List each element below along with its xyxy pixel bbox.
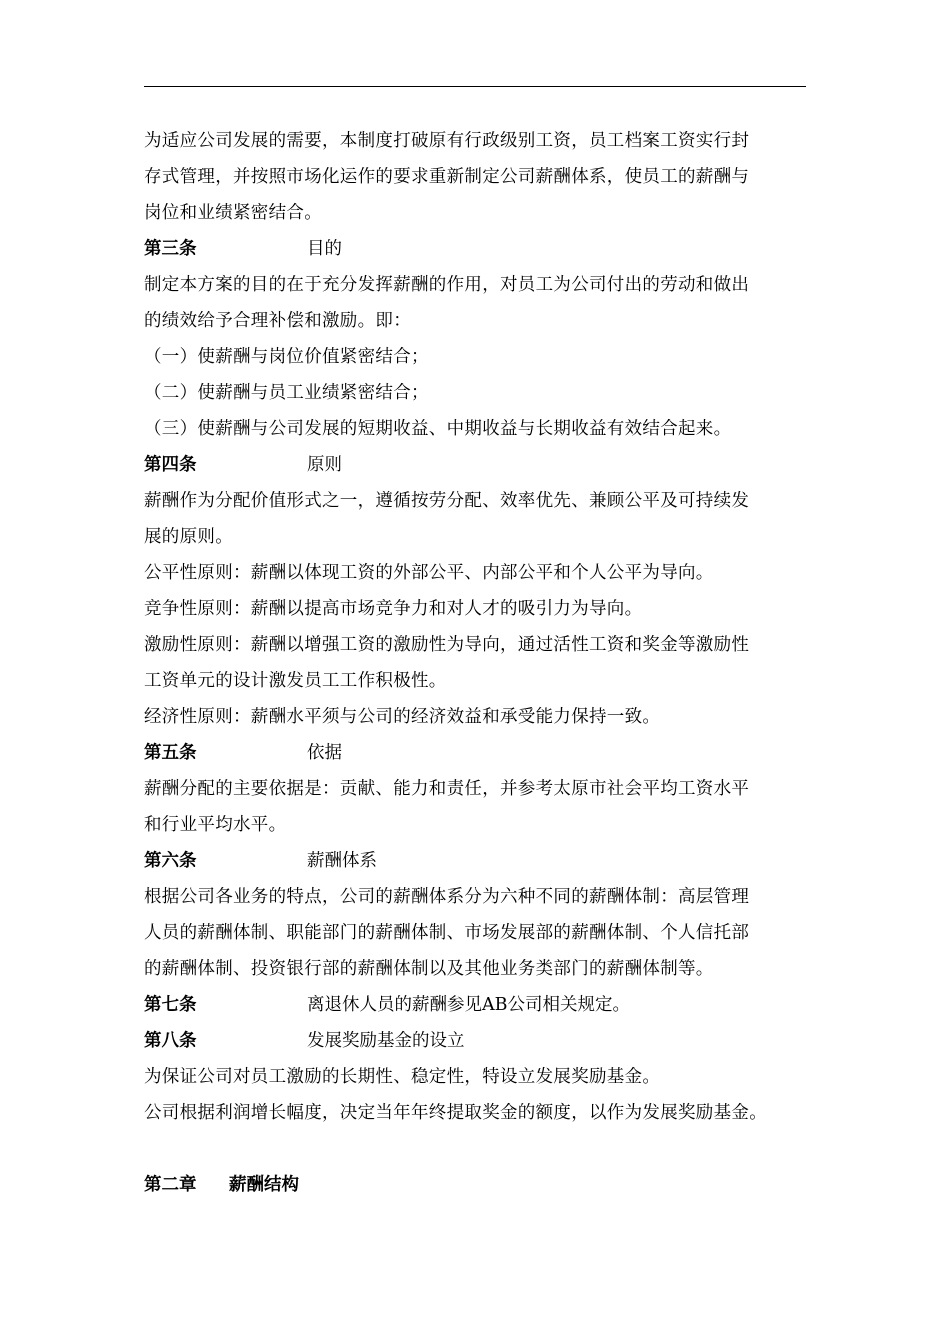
article-label: 第五条 bbox=[144, 743, 197, 763]
text-line: 岗位和业绩紧密结合。 bbox=[144, 203, 322, 223]
text-line: 经济性原则：薪酬水平须与公司的经济效益和承受能力保持一致。 bbox=[144, 707, 661, 727]
text-line: 薪酬分配的主要依据是：贡献、能力和责任，并参考太原市社会平均工资水平 bbox=[144, 779, 750, 799]
text-line: 公司根据利润增长幅度，决定当年年终提取奖金的额度，以作为发展奖励基金。 bbox=[144, 1103, 767, 1123]
text-line: 工资单元的设计激发员工工作积极性。 bbox=[144, 671, 447, 691]
text-line: 薪酬作为分配价值形式之一，遵循按劳分配、效率优先、兼顾公平及可持续发 bbox=[144, 491, 750, 511]
article-title: 离退休人员的薪酬参见AB公司相关规定。 bbox=[307, 995, 630, 1015]
chapter-label: 第二章 bbox=[144, 1175, 197, 1195]
chapter-title: 薪酬结构 bbox=[229, 1175, 299, 1195]
article-title: 发展奖励基金的设立 bbox=[307, 1031, 465, 1051]
article-label: 第六条 bbox=[144, 851, 197, 871]
article-title: 薪酬体系 bbox=[307, 851, 377, 871]
article-label: 第七条 bbox=[144, 995, 197, 1015]
article-label: 第八条 bbox=[144, 1031, 197, 1051]
article-title: 目的 bbox=[307, 239, 342, 259]
text-line: 竞争性原则：薪酬以提高市场竞争力和对人才的吸引力为导向。 bbox=[144, 599, 643, 619]
article-title: 依据 bbox=[307, 743, 342, 763]
list-item: （二）使薪酬与员工业绩紧密结合； bbox=[144, 383, 429, 403]
article-label: 第三条 bbox=[144, 239, 197, 259]
text-line: 的薪酬体制、投资银行部的薪酬体制以及其他业务类部门的薪酬体制等。 bbox=[144, 959, 714, 979]
list-item: （一）使薪酬与岗位价值紧密结合； bbox=[144, 347, 429, 367]
text-line: 和行业平均水平。 bbox=[144, 815, 287, 835]
text-line: 人员的薪酬体制、职能部门的薪酬体制、市场发展部的薪酬体制、个人信托部 bbox=[144, 923, 750, 943]
text-line: 公平性原则：薪酬以体现工资的外部公平、内部公平和个人公平为导向。 bbox=[144, 563, 714, 583]
text-line: 制定本方案的目的在于充分发挥薪酬的作用，对员工为公司付出的劳动和做出 bbox=[144, 275, 750, 295]
text-line: 展的原则。 bbox=[144, 527, 233, 547]
text-line: 为保证公司对员工激励的长期性、稳定性，特设立发展奖励基金。 bbox=[144, 1067, 661, 1087]
list-item: （三）使薪酬与公司发展的短期收益、中期收益与长期收益有效结合起来。 bbox=[144, 419, 732, 439]
text-line: 根据公司各业务的特点，公司的薪酬体系分为六种不同的薪酬体制：高层管理 bbox=[144, 887, 750, 907]
text-line: 激励性原则：薪酬以增强工资的激励性为导向，通过活性工资和奖金等激励性 bbox=[144, 635, 750, 655]
text-line: 为适应公司发展的需要，本制度打破原有行政级别工资，员工档案工资实行封 bbox=[144, 131, 750, 151]
text-line: 存式管理，并按照市场化运作的要求重新制定公司薪酬体系，使员工的薪酬与 bbox=[144, 167, 750, 187]
article-label: 第四条 bbox=[144, 455, 197, 475]
article-title: 原则 bbox=[307, 455, 342, 475]
header-rule bbox=[144, 86, 806, 87]
text-line: 的绩效给予合理补偿和激励。即： bbox=[144, 311, 411, 331]
